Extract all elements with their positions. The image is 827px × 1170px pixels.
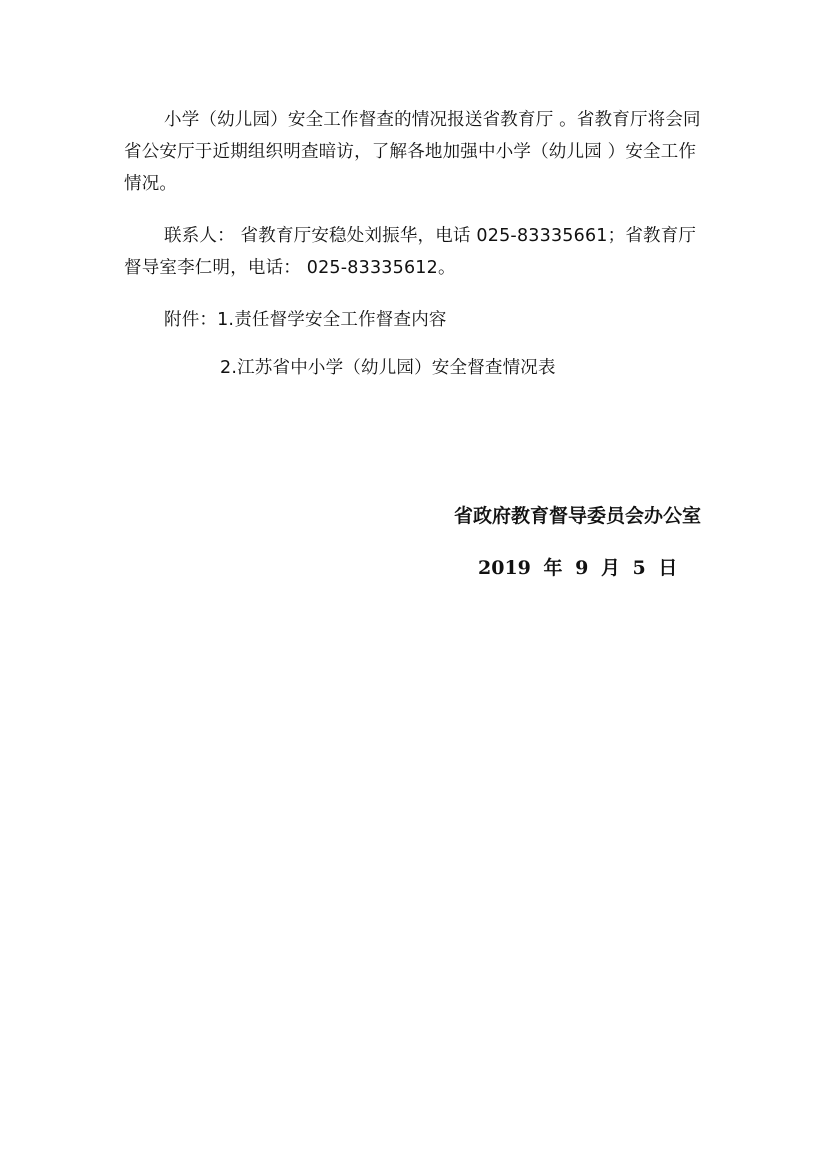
attachment-item-2: 2.江苏省中小学（幼儿园）安全督查情况表: [220, 358, 556, 378]
signature-organization: 省政府教育督导委员会办公室: [453, 505, 701, 527]
contact-paragraph-text: 联系人： 省教育厅安稳处刘振华，电话 025-83335661；省教育厅督导室李仁明，电话： 025-83335612。: [124, 226, 697, 278]
body-paragraph-1: [124, 104, 706, 200]
attachment-item-1: 附件：1.责任督学安全工作督查内容: [164, 310, 447, 330]
body-paragraph-1-text: 小学（幼儿园）安全工作督查的情况报送省教育厅 。省教育厅将会同省公安厅于近期组织明查暗访，了解各地加强中小学（幼儿园 ）安全工作情况。: [124, 110, 701, 194]
signature-date: 2019 年 9 月 5 日: [478, 557, 678, 579]
contact-paragraph: [124, 220, 706, 284]
